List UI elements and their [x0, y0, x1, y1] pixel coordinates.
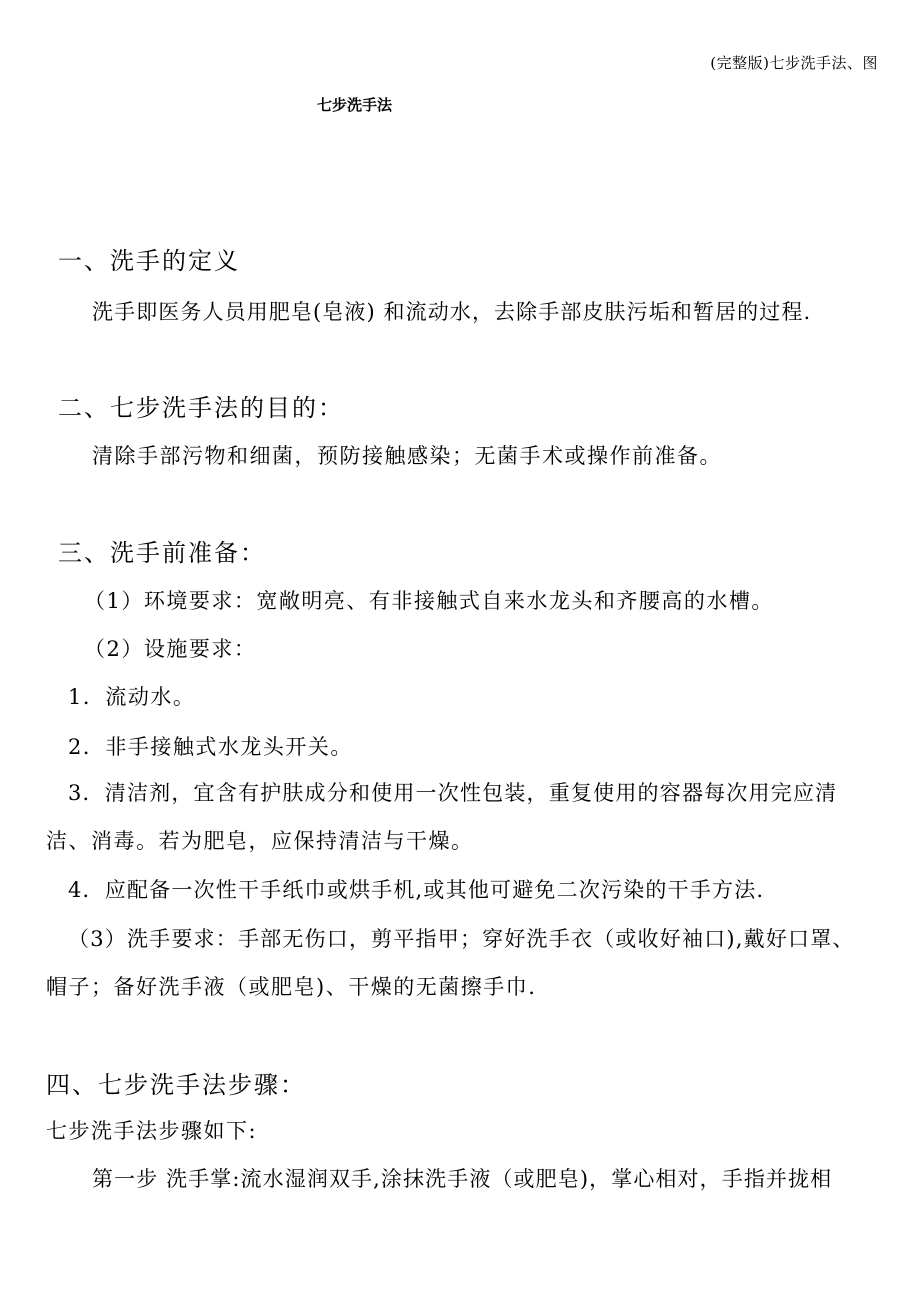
section-4-heading: 四、七步洗手法步骤： [46, 1071, 306, 1099]
section-1-body: 洗手即医务人员用肥皂(皂液) 和流动水，去除手部皮肤污垢和暂居的过程. [92, 300, 812, 324]
env-requirement: （1）环境要求：宽敞明亮、有非接触式自来水龙头和齐腰高的水槽。 [84, 589, 774, 613]
step-1: 第一步 洗手掌:流水湿润双手,涂抹洗手液（或肥皂)，掌心相对，手指并拢相 [92, 1167, 833, 1191]
facility-item-1: 1．流动水。 [68, 685, 196, 709]
facility-item-4: 4．应配备一次性干手纸巾或烘手机,或其他可避免二次污染的干手方法. [68, 878, 765, 902]
document-title: 七步洗手法 [317, 96, 393, 114]
facility-requirement: （2）设施要求： [84, 637, 257, 661]
facility-item-3-line-1: 3．清洁剂，宜含有护肤成分和使用一次性包装，重复使用的容器每次用完应清 [68, 781, 838, 805]
section-2-heading: 二、七步洗手法的目的： [58, 394, 344, 422]
running-header: (完整版)七步洗手法、图 [710, 54, 878, 72]
section-3-heading: 三、洗手前准备： [58, 539, 266, 567]
facility-item-3-line-2: 洁、消毒。若为肥皂，应保持清洁与干燥。 [46, 829, 474, 853]
section-1-heading: 一、洗手的定义 [58, 247, 240, 275]
facility-item-2: 2．非手接触式水龙头开关。 [68, 735, 353, 759]
wash-requirement-line-1: （3）洗手要求：手部无伤口，剪平指甲；穿好洗手衣（或收好袖口),戴好口罩、 [68, 927, 855, 951]
wash-requirement-line-2: 帽子；备好洗手液（或肥皂)、干燥的无菌擦手巾. [46, 975, 537, 999]
section-2-body: 清除手部污物和细菌，预防接触感染；无菌手术或操作前准备。 [92, 444, 722, 468]
steps-intro: 七步洗手法步骤如下: [46, 1119, 258, 1143]
